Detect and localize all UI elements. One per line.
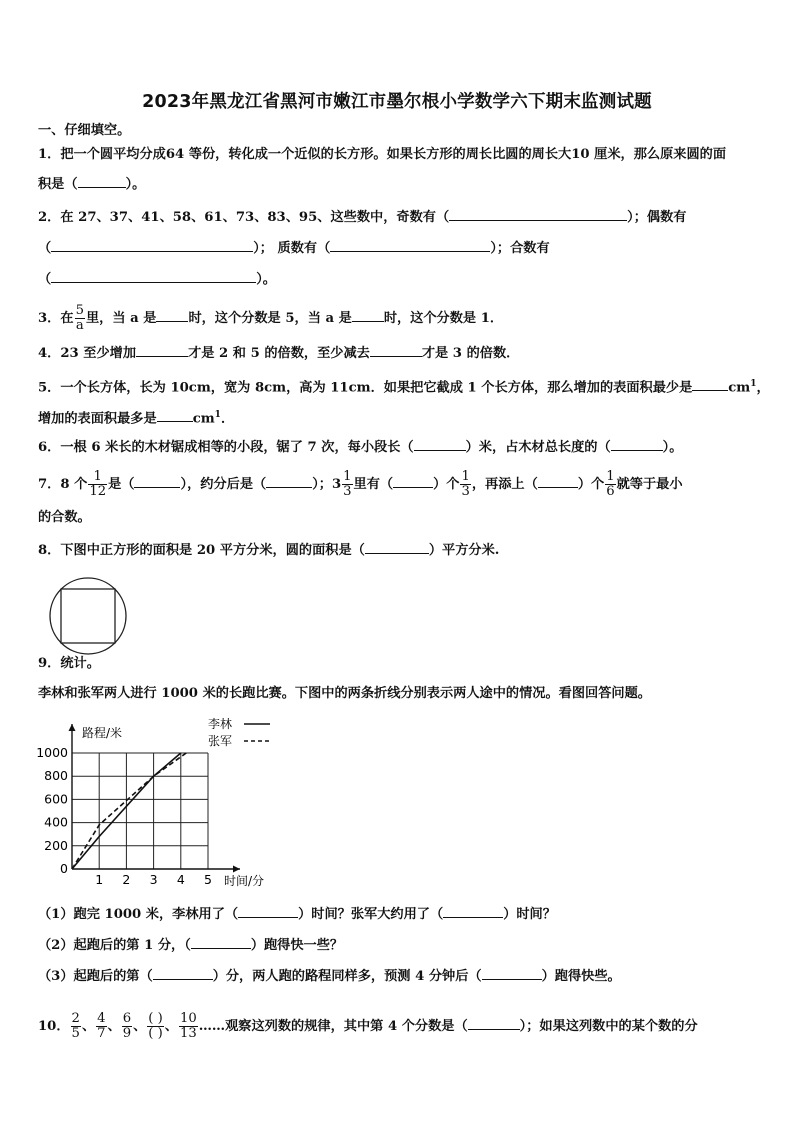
fraction [342,470,352,499]
question-2-text: 2．在 27、37、41、58、61、73、83、95、这些数中，奇数有（ [38,210,450,225]
separator: 、 [164,1019,178,1034]
answer-blank[interactable] [482,965,542,980]
answer-blank[interactable] [352,307,384,322]
question-9-text: ）跑得快些。 [541,969,621,984]
question-2-line-3 [38,268,276,290]
fraction-denominator: 5 [71,1026,80,1041]
answer-blank[interactable] [51,268,256,283]
y-tick-label: 1000 [36,745,68,760]
question-2-text: ）； 质数有（ [253,241,331,256]
question-7-text: ）个 [577,477,605,492]
question-9-text: ）跑得快一些？ [250,938,344,953]
answer-blank[interactable] [414,436,466,451]
question-7-text: ），约分后是（ [180,477,267,492]
question-2-line-2 [38,237,550,259]
answer-blank[interactable] [153,965,213,980]
question-7-text: ）个 [433,477,460,492]
answer-blank[interactable] [238,903,298,918]
question-10-text: ……观察这列数的规律，其中第 4 个分数是（ [198,1019,468,1034]
answer-blank[interactable] [78,173,126,188]
question-10-text: ）；如果这列数中的某个数的分 [519,1019,698,1034]
question-7-text: 7．8 个 [38,477,88,492]
x-tick-label: 5 [204,872,212,887]
fraction-denominator: 12 [89,484,107,499]
page-title: 2023年黑龙江省黑河市嫩江市墨尔根小学数学六下期末监测试题 [142,92,652,112]
fraction-numerator: ( ) [148,1011,163,1026]
question-9-text: （2）起跑后的第 1 分，（ [38,938,191,953]
question-5-text: 5．一个长方体，长为 10cm，宽为 8cm，高为 11cm．如果把它截成 1 个长方体，那么增加的表面积最少是 [38,380,693,396]
fraction-denominator: 6 [606,484,615,499]
question-1-line-2 [38,173,145,195]
fraction [88,470,107,499]
answer-blank[interactable] [51,237,253,252]
superscript: 1 [214,410,221,420]
question-5-unit: cm [192,411,215,427]
fraction-numerator: 5 [75,303,84,318]
question-9-text: ）时间？张军大约用了（ [298,907,444,922]
answer-blank[interactable] [443,903,503,918]
fraction-denominator: 7 [97,1026,106,1041]
fraction [147,1012,163,1041]
question-4-text: 才是 2 和 5 的倍数，至少减去 [188,346,370,361]
question-7-text: ，再添上（ [471,477,538,492]
question-1-line-1: 1．把一个圆平均分成64 等份，转化成一个近似的长方形。如果长方形的周长比圆的周长大10 厘米，那么原来圆的面 [38,147,727,162]
fraction [122,1012,132,1041]
answer-blank[interactable] [157,407,193,422]
fraction [71,1012,81,1041]
answer-blank[interactable] [156,307,188,322]
x-tick-label: 2 [122,872,131,887]
series-line-zhangjun [72,753,186,869]
question-7-line-1 [38,470,683,499]
question-8-text: ）平方分米. [428,543,500,558]
question-7-text: ）；3 [312,477,342,492]
question-9-text: （1）跑完 1000 米，李林用了（ [38,907,239,922]
answer-blank[interactable] [266,473,312,488]
question-2-text: ）。 [256,272,276,287]
section-heading: 一、仔细填空。 [38,123,131,138]
fraction-numerator: 10 [179,1011,197,1026]
circle-square-figure [46,574,130,658]
question-4-text: 4．23 至少增加 [38,346,137,361]
question-9-heading: 9．统计。 [38,656,100,671]
fraction-numerator: 6 [122,1011,132,1026]
question-9-sub-2 [38,934,343,956]
question-1-text: 积是（ [38,177,78,192]
y-axis-label: 路程/米 [82,726,123,740]
y-tick-label: 600 [44,791,68,807]
question-6-text: 6．一根 6 米长的木材锯成相等的小段，锯了 7 次，每小段长（ [38,440,414,455]
legend-label-zhangjun: 张军 [208,734,233,748]
question-9-text: ）分，两人跑的路程同样多，预测 4 分钟后（ [212,969,482,984]
answer-blank[interactable] [136,342,188,357]
fraction-denominator: 3 [343,484,352,499]
fraction-numerator: 1 [461,469,470,484]
question-2-text: ）；合数有 [490,241,550,256]
fraction-numerator: 1 [606,469,615,484]
fraction [96,1012,106,1041]
question-3-text: 时，这个分数是 1． [383,311,504,326]
fraction-denominator: a [75,318,84,333]
question-3-text: 3．在 [38,311,74,326]
question-9-description: 李林和张军两人进行 1000 米的长跑比赛。下图中的两条折线分别表示两人途中的情况。看图回答问题。 [38,686,651,701]
y-tick-label: 0 [60,861,68,876]
y-axis-arrow [69,724,76,731]
fraction-numerator: 1 [343,469,352,484]
answer-blank[interactable] [365,539,429,554]
fraction-numerator: 2 [71,1011,80,1026]
question-6-text: ）米，占木材总长度的（ [465,440,611,455]
question-1-text: ）。 [125,177,146,192]
y-tick-label: 800 [44,768,68,784]
answer-blank[interactable] [692,376,728,391]
question-3 [38,304,503,333]
x-axis-label: 时间/分 [224,874,265,888]
answer-blank[interactable] [134,473,180,488]
question-6 [38,436,682,458]
answer-blank[interactable] [449,206,627,221]
question-3-text: 里，当 a 是 [85,311,157,326]
question-2-line-1 [38,206,687,228]
fraction [460,470,470,499]
question-7-line-2: 的合数。 [38,510,91,525]
question-5-line-1 [38,374,770,398]
question-2-text: ）；偶数有 [627,210,687,225]
question-2-text: （ [38,241,52,256]
fraction-denominator: 3 [461,484,470,499]
separator: 、 [133,1019,147,1034]
answer-blank[interactable] [330,237,490,252]
question-5-line-2 [38,405,234,429]
fraction [605,470,615,499]
separator: 、 [81,1019,96,1034]
y-tick-label: 200 [44,837,68,853]
question-7-text: 就等于最小 [616,477,683,492]
question-4 [38,342,519,364]
x-tick-label: 4 [176,872,185,887]
x-tick-label: 3 [149,872,158,887]
legend-label-lilin: 李林 [208,717,233,731]
separator: 、 [107,1019,121,1034]
question-2-text: （ [38,272,52,287]
answer-blank[interactable] [468,1015,520,1030]
answer-blank[interactable] [370,342,422,357]
answer-blank[interactable] [611,436,663,451]
fraction [179,1012,198,1041]
fraction-denominator: 9 [122,1026,132,1041]
superscript: 1 [750,379,757,389]
question-4-text: 才是 3 的倍数． [421,346,520,361]
question-8-text: 8．下图中正方形的面积是 20 平方分米，圆的面积是（ [38,543,365,558]
question-3-text: 时，这个分数是 5，当 a 是 [188,311,352,326]
fraction-denominator: ( ) [148,1026,163,1041]
fraction-numerator: 4 [97,1011,106,1026]
answer-blank[interactable] [538,473,578,488]
question-5-unit: cm [728,380,751,396]
y-tick-label: 400 [44,814,68,830]
question-10 [38,1012,698,1041]
answer-blank[interactable] [191,934,251,949]
question-9-text: （3）起跑后的第（ [38,969,153,984]
answer-blank[interactable] [393,473,433,488]
question-7-text: 是（ [108,477,135,492]
fraction-numerator: 1 [88,470,107,485]
question-7-text: 里有（ [353,477,394,492]
question-5-text: ． [220,411,235,427]
race-line-chart [36,712,286,894]
x-tick-label: 1 [95,872,104,887]
square-shape [61,589,115,643]
question-5-text: ， [756,380,770,396]
question-9-sub-1 [38,903,556,925]
fraction [75,304,85,333]
question-6-text: ）。 [662,440,683,455]
fraction-denominator: 13 [179,1026,197,1041]
x-axis-arrow [233,866,240,873]
question-8 [38,539,499,561]
question-9-sub-3 [38,965,621,987]
question-9-text: ）时间？ [503,907,556,922]
question-10-text: 10． [38,1019,70,1034]
question-5-text: 增加的表面积最多是 [38,411,157,427]
